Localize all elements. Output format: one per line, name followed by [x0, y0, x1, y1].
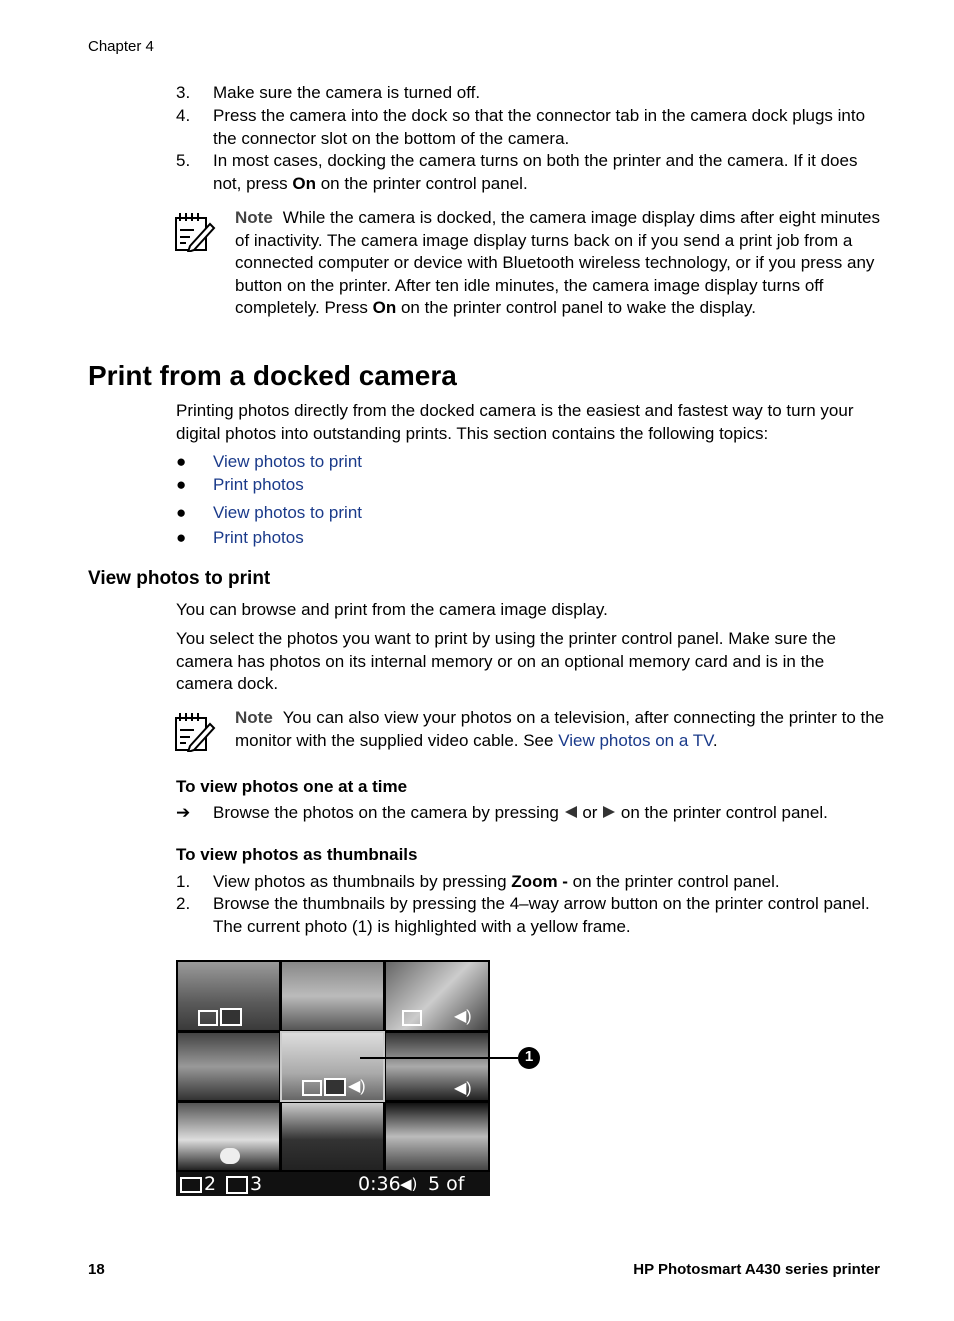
arrow-icon: ➔ [176, 803, 191, 822]
note-label: Note [235, 708, 273, 727]
note-tv: Note You can also view your photos on a television, after connecting the printer to the monitor with the supplied video cable. See View photos on a TV. [235, 708, 885, 750]
email-icon [302, 1080, 322, 1096]
print-icon [226, 1176, 248, 1194]
browse-step [176, 802, 886, 825]
topic-link-item [176, 474, 886, 497]
thumbnail-photo [386, 1103, 488, 1170]
photo-position: 5 of 30 [428, 1173, 465, 1219]
thumb-step-1 [176, 871, 886, 894]
topic-link[interactable]: View photos to print [213, 452, 362, 471]
subsection-paragraph: You select the photos you want to print by using the printer control panel. Make sure the camera has photos on its internal memory or on an optional memory card and is in the camera dock. [176, 629, 836, 693]
thumbnail-photo [178, 1033, 279, 1100]
note-icon [172, 210, 218, 252]
tv-link[interactable]: View photos on a TV [558, 730, 713, 750]
video-duration: 0:36 [358, 1173, 401, 1195]
step-text: Browse the thumbnails by pressing the 4–way arrow button on the printer control panel. The current photo (1) is highlighted with a yellow frame. [213, 894, 870, 936]
print-icon [220, 1008, 242, 1026]
camera-thumbnail-display [176, 960, 490, 1219]
page-number: 18 [88, 1261, 105, 1278]
step-5 [176, 150, 886, 195]
topic-link-item [176, 502, 886, 525]
product-name: HP Photosmart A430 series printer [633, 1261, 880, 1278]
right-arrow-icon [602, 805, 616, 819]
email-icon [180, 1177, 202, 1193]
topic-link[interactable]: View photos to print [213, 503, 362, 522]
sound-icon: ◀) [454, 1080, 472, 1097]
sound-icon: ◀) [348, 1078, 366, 1095]
note-label: Note [235, 208, 273, 227]
subsection-title: View photos to print [88, 568, 271, 589]
step-3 [176, 82, 886, 105]
left-arrow-icon [564, 805, 578, 819]
topic-link[interactable]: Print photos [213, 475, 304, 494]
note-docked: Note While the camera is docked, the camera image display dims after eight minutes of inactivity. The camera image display turns back on if you send a print job from a connected computer or device with Bluetooth wireless technology, or if you press any button on the printer. After ten idle minutes, the camera image display turns off completely. Press On on the printer control panel to wake the display. [235, 208, 880, 317]
section-intro: Printing photos directly from the docked camera is the easiest and fastest way to turn your digital photos into outstanding prints. This section contains the following topics: [176, 401, 854, 443]
email-count: 2 [204, 1173, 217, 1195]
thumbnail-photo [282, 1103, 383, 1170]
video-icon [220, 1148, 240, 1164]
step-text: Press the camera into the dock so that the connector tab in the camera dock plugs into the connector slot on the bottom of the camera. [213, 106, 866, 148]
sound-icon: ◀) [454, 1008, 472, 1025]
procedure-heading: To view photos one at a time [176, 777, 408, 796]
print-count: 3 [250, 1173, 263, 1195]
step-number: 5. [176, 151, 191, 170]
bullet: ● [176, 528, 187, 547]
bullet: ● [176, 475, 187, 494]
bullet: ● [176, 503, 187, 522]
procedure-heading: To view photos as thumbnails [176, 845, 418, 864]
topic-link-item [176, 451, 886, 474]
step-4 [176, 105, 886, 150]
note-icon [172, 710, 218, 752]
topic-link[interactable]: Print photos [213, 528, 304, 547]
thumbnail-photo [282, 962, 383, 1030]
topic-link-item [176, 527, 886, 550]
step-number: 3. [176, 83, 191, 102]
callout-number: 1 [524, 1048, 534, 1065]
email-icon [198, 1010, 218, 1026]
bullet: ● [176, 452, 187, 471]
step-text: Make sure the camera is turned off. [213, 83, 481, 102]
section-title: Print from a docked camera [88, 360, 457, 391]
step-number: 1. [176, 872, 191, 891]
status-bar [176, 1172, 490, 1219]
step-text: View photos as thumbnails by pressing Zoom - on the printer control panel. [213, 872, 780, 891]
callout-line [360, 1046, 542, 1072]
thumb-step-2 [176, 893, 886, 938]
chapter-header: Chapter 4 [88, 38, 154, 55]
step-text: Browse the photos on the camera by pressing or on the printer control panel. [213, 803, 828, 822]
email-icon [402, 1010, 422, 1026]
step-number: 4. [176, 106, 191, 125]
step-text: In most cases, docking the camera turns on both the printer and the camera. If it does not, press On on the printer control panel. [213, 151, 858, 193]
step-number: 2. [176, 894, 191, 913]
subsection-paragraph: You can browse and print from the camera image display. [176, 600, 608, 619]
print-icon [324, 1078, 346, 1096]
sound-icon: ◀) [400, 1175, 418, 1193]
